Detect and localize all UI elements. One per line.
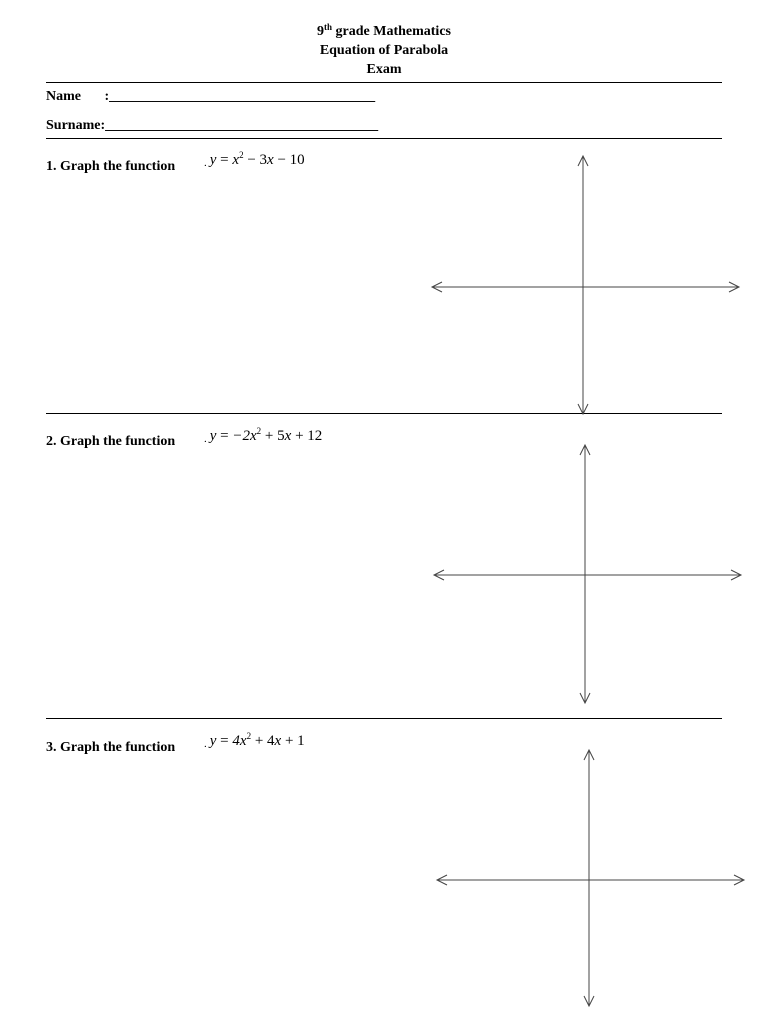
- question-1-prompt: 1. Graph the function: [46, 159, 176, 174]
- name-label: Name: [46, 89, 81, 104]
- surname-label: Surname:: [46, 118, 106, 133]
- question-3-equation: . $y = 4x^2 + 4x + 1$: [204, 731, 305, 750]
- topic-title: Equation of Parabola: [319, 43, 449, 58]
- name-colon: :: [104, 89, 110, 104]
- subject-title: grade Mathematics: [335, 24, 451, 39]
- question-2-equation: . $y = -2x^2 + 5x + 12$: [204, 426, 323, 445]
- question-1-equation: . $y = x^2 - 3x - 10$: [204, 150, 305, 169]
- name-blank[interactable]: ______________________________________: [109, 89, 376, 104]
- grade-suffix: th: [324, 22, 333, 32]
- exam-type: Exam: [366, 62, 402, 77]
- surname-blank[interactable]: _______________________________________: [105, 118, 379, 133]
- question-2-prompt: 2. Graph the function: [46, 434, 176, 449]
- grade-number: 9: [317, 24, 324, 39]
- coordinate-axes-1[interactable]: [432, 156, 739, 414]
- question-3-prompt: 3. Graph the function: [46, 740, 176, 755]
- coordinate-axes-3[interactable]: [437, 750, 744, 1006]
- coordinate-axes-2[interactable]: [434, 445, 741, 703]
